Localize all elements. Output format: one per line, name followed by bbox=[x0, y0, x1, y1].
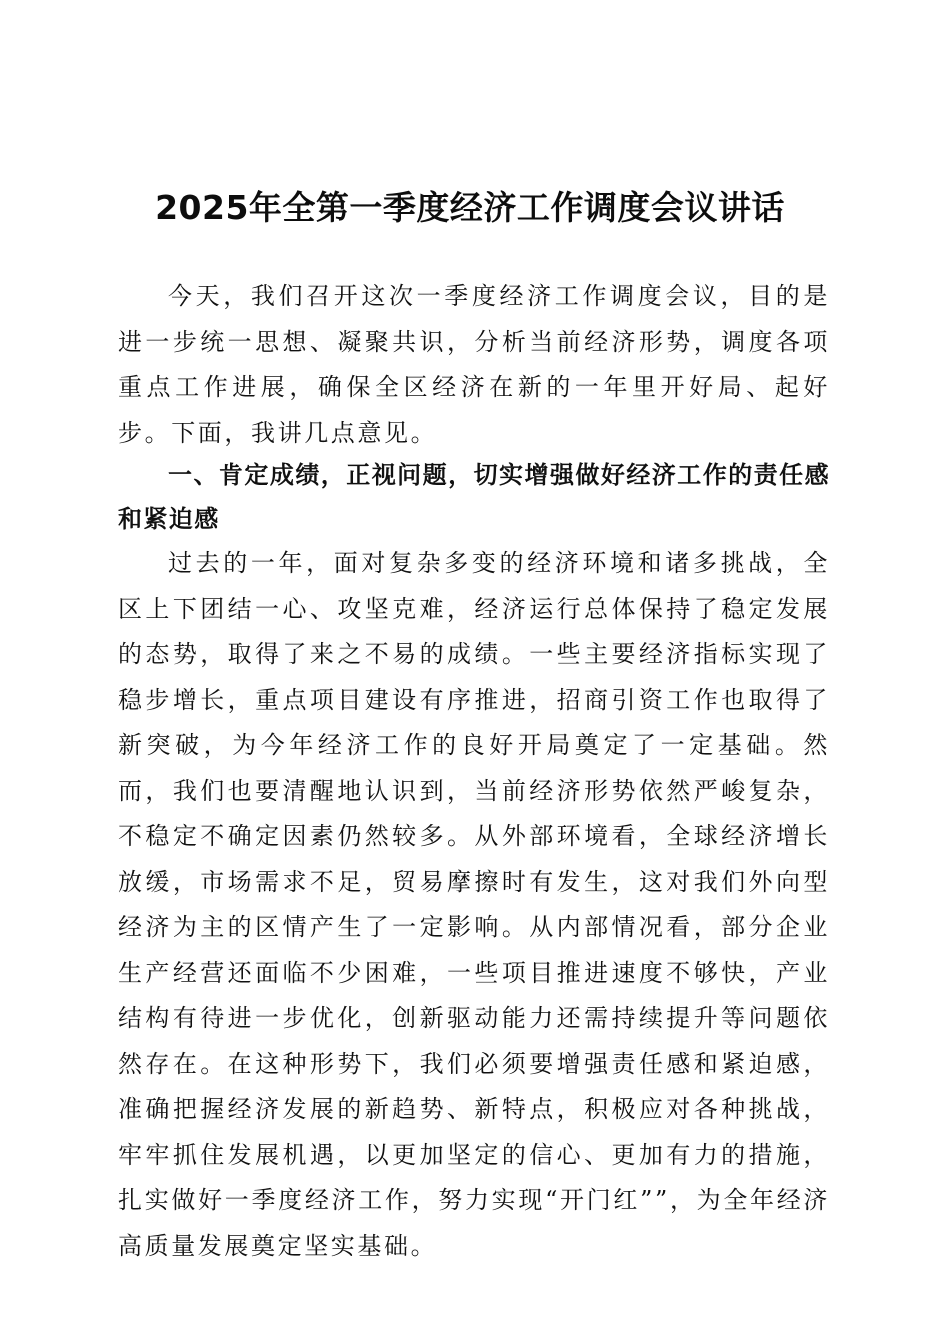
document-title: 2025年全第一季度经济工作调度会议讲话 bbox=[155, 188, 785, 227]
section-heading: 一、肯定成绩，正视问题，切实增强做好经济工作的责任感和紧迫感 bbox=[118, 461, 830, 533]
section-paragraph: 过去的一年，面对复杂多变的经济环境和诸多挑战，全区上下团结一心、攻坚克难，经济运行总体保持了稳定发展的态势，取得了来之不易的成绩。一些主要经济指标实现了稳步增长，重点项目建设有序推进，招商引资工作也取得了新突破，为今年经济工作的良好开局奠定了一定基础。然而，我们也要清醒地认识到，当前经济形势依然严峻复杂，不稳定不确定因素仍然较多。从外部环境看，全球经济增长放缓，市场需求不足，贸易摩擦时有发生，这对我们外向型经济为主的区情产生了一定影响。从内部情况看，部分企业生产经营还面临不少困难，一些项目推进速度不够快，产业结构有待进一步优化，创新驱动能力还需持续提升等问题依然存在。在这种形势下，我们必须要增强责任感和紧迫感，准确把握经济发展的新趋势、新特点，积极应对各种挑战，牢牢抓住发展机遇，以更加坚定的信心、更加有力的措施，扎实做好一季度经济工作，努力实现“开门红””，为全年经济高质量发展奠定坚实基础。 bbox=[118, 549, 830, 1260]
intro-paragraph: 今天，我们召开这次一季度经济工作调度会议，目的是进一步统一思想、凝聚共识，分析当前经济形势，调度各项重点工作进展，确保全区经济在新的一年里开好局、起好步。下面，我讲几点意见。 bbox=[118, 282, 830, 447]
